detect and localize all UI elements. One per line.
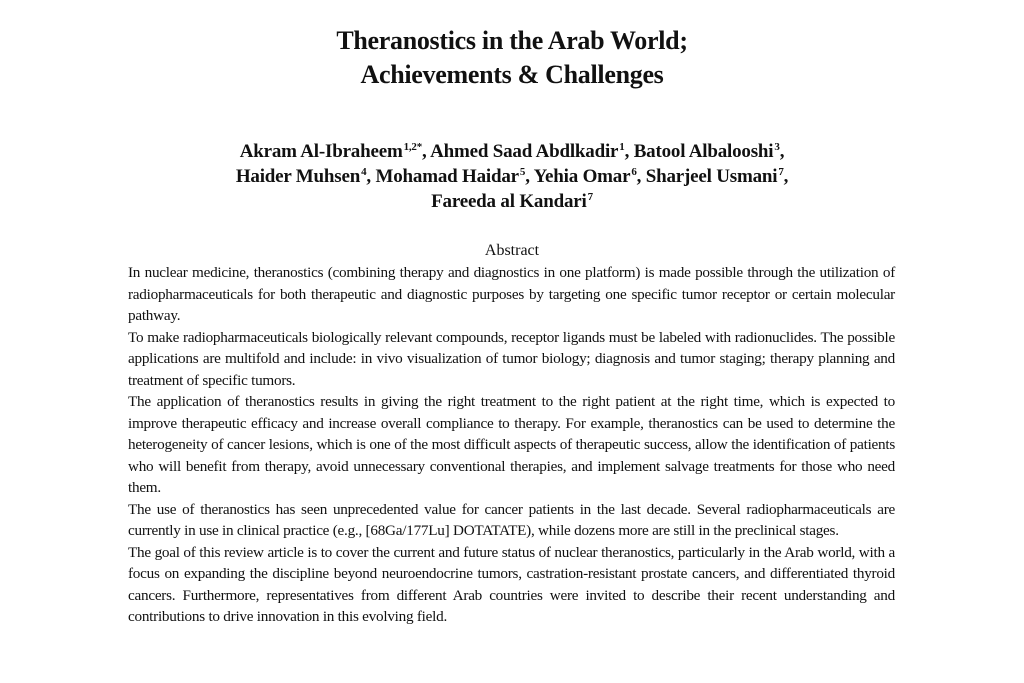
author-separator: , (366, 166, 376, 187)
author-affiliation: 6 (631, 166, 637, 178)
abstract-heading: Abstract (484, 242, 540, 259)
author-name: Fareeda al Kandari (431, 191, 587, 212)
author-affiliation: 3 (774, 141, 780, 153)
author-affiliation: 5 (519, 166, 526, 178)
author-affiliation: 1 (619, 141, 625, 153)
author-name: Akram Al-Ibraheem (239, 141, 403, 162)
abstract-paragraph: In nuclear medicine, theranostics (combining therapy and diagnostics in one platform) is made possible through the utilization of radiopharmaceuticals for both therapeutic and diagnostic purposes by targeting one specific tumor receptor or certain molecular pathway. (128, 264, 895, 324)
abstract-body (128, 262, 895, 628)
author-affiliation: 1,2* (403, 141, 423, 153)
author-separator: , (624, 141, 634, 162)
abstract-paragraph: To make radiopharmaceuticals biologically relevant compounds, receptor ligands must be labeled with radionuclides. The possible applications are multifold and include: in vivo visualization of tumor biology; diagnosis and tumor staging; therapy planning and treatment of specific tumors. (128, 328, 895, 389)
author-list (0, 139, 1024, 214)
author-name: Ahmed Saad Abdlkadir (430, 141, 619, 162)
author-name: Sharjeel Usmani (645, 166, 778, 187)
paper-title (0, 24, 1024, 92)
author-name: Mohamad Haidar (375, 166, 519, 187)
abstract-paragraph: The use of theranostics has seen unprecedented value for cancer patients in the last decade. Several radiopharmaceuticals are currently in use in clinical practice (e.g., [68Ga/177Lu] DOTATATE), while dozens more are still in the preclinical stages. (128, 500, 895, 539)
abstract-paragraph: The application of theranostics results in giving the right treatment to the right patient at the right time, which is expected to improve therapeutic efficacy and increase overall compliance to therapy. For example, theranostics can be used to determine the heterogeneity of cancer lesions, which is one of the most difficult aspects of therapeutic success, allow the identification of patients who will benefit from therapy, avoid unnecessary conventional therapies, and implement salvage treatments for those who need them. (128, 393, 895, 496)
author-name: Yehia Omar (533, 166, 631, 187)
author-line-1 (0, 139, 1024, 164)
author-name: Haider Muhsen (235, 166, 361, 187)
author-name: Batool Albalooshi (633, 141, 774, 162)
author-separator: , (422, 141, 431, 162)
title-line-2: Achievements & Challenges (360, 60, 664, 89)
title-line-1: Theranostics in the Arab World; (336, 26, 688, 55)
author-separator: , (783, 166, 789, 187)
author-line-2 (0, 164, 1024, 189)
author-separator: , (525, 166, 534, 187)
author-separator: , (636, 166, 646, 187)
author-affiliation: 7 (587, 191, 593, 203)
author-affiliation: 7 (778, 166, 784, 178)
author-affiliation: 4 (361, 166, 367, 178)
abstract-paragraph: The goal of this review article is to cover the current and future status of nuclear theranostics, particularly in the Arab world, with a focus on expanding the discipline beyond neuroendocrine tumors, castration-resistant prostate cancers, and differentiated thyroid cancers. Furthermore, representatives from different Arab countries were invited to describe their recent understanding and contributions to drive innovation in this evolving field. (128, 543, 895, 625)
author-line-3 (0, 189, 1024, 214)
author-separator: , (779, 141, 785, 162)
